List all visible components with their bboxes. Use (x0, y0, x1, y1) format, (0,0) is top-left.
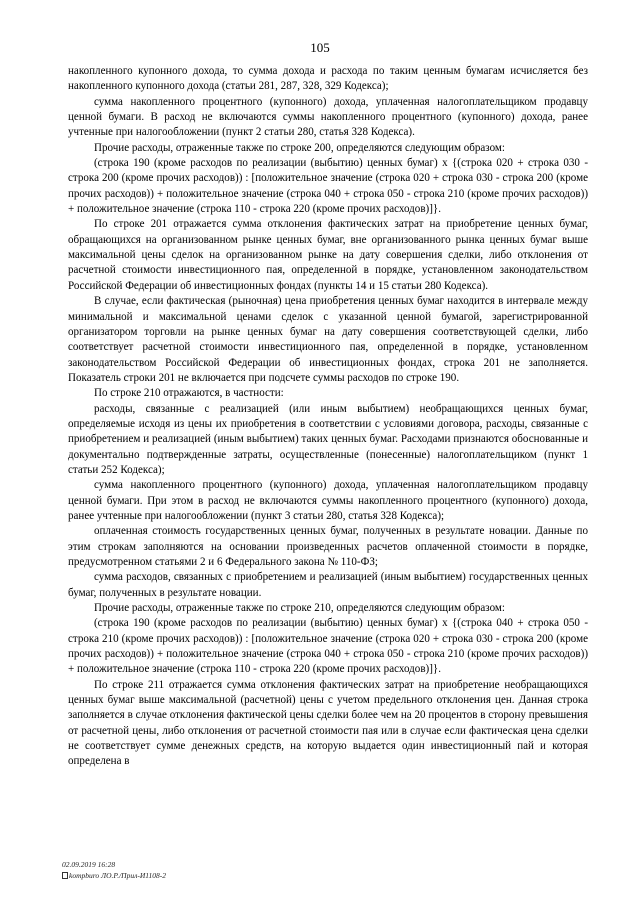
footer-doc-ref: kompburo ЛО.Р./Прил-И1108-2 (69, 871, 166, 880)
paragraph: (строка 190 (кроме расходов по реализации (выбытию) ценных бумаг) х {(строка 040 + строка 050 - строка 210 (кроме прочих расходов)) : [положительное значение (строка 020 + строка 030 - строка 200 (кроме прочих расходов)) + положительное значение (строка 040 + строка 050 - строка 210 (кроме прочих расходов)) + положительное значение (строка 110 - строка 220 (кроме прочих расходов)]}. (68, 617, 588, 676)
paragraph: Прочие расходы, отраженные также по строке 200, определяются следующим образом: (94, 141, 505, 154)
paragraph: оплаченная стоимость государственных ценных бумаг, полученных в результате новации. Данные по этим строкам заполняются на основании произведенных расчетов оплаченной стоимости в порядке, предусмотренном статьями 2 и 6 Федерального закона № 110-ФЗ; (68, 525, 588, 568)
paragraph: По строке 201 отражается сумма отклонения фактических затрат на приобретение ценных бумаг, обращающихся на организованном рынке ценных бумаг, вне организованного рынка ценных бумаг выше максимальной цены сделок на организованном рынке на дату совершения сделки, либо отклонения от расчетной стоимости инвестиционного пая, определенной в порядке, установленном законодательством Российской Федерации об инвестиционных фондах (пункты 14 и 15 статьи 280 Кодекса). (68, 218, 588, 292)
page-number: 105 (310, 40, 330, 55)
paragraph: расходы, связанные с реализацией (или иным выбытием) необращающихся ценных бумаг, определяемые исходя из цены их приобретения в соответствии с условиями договора, расходы, связанные с приобретением и реализацией (иным выбытием) таких ценных бумаг. Расходами признаются обоснованные и документально подтвержденные затраты, осуществленные (понесенные) налогоплательщиком (пункт 1 статьи 252 Кодекса); (68, 402, 588, 476)
paragraph: сумма накопленного процентного (купонного) дохода, уплаченная налогоплательщиком продавцу ценной бумаги. В расход не включаются суммы накопленного процентного (купонного) дохода, ранее учтенные при налогообложении (пункт 2 статьи 280, статья 328 Кодекса). (68, 95, 588, 139)
paragraph: В случае, если фактическая (рыночная) цена приобретения ценных бумаг находится в интервале между минимальной и максимальной ценами сделок с указанной ценной бумагой, зарегистрированной организатором торговли на рынке ценных бумаг на дату совершения соответствующей сделки, либо соответствует расчетной стоимости инвестиционного пая, определенной в порядке, установленном законодательством Российской Федерации об инвестиционных фондах, строка 201 не заполняется. Показатель строки 201 не включается при подсчете суммы расходов по строке 190. (68, 295, 588, 384)
footer-timestamp: 02.09.2019 16:28 (62, 860, 116, 869)
paragraph: (строка 190 (кроме расходов по реализации (выбытию) ценных бумаг) х {(строка 020 + строка 030 - строка 200 (кроме прочих расходов)) : [положительное значение (строка 020 + строка 030 - строка 200 (кроме прочих расходов)) + положительное значение (строка 040 + строка 050 - строка 210 (кроме прочих расходов)) + положительное значение (строка 110 - строка 220 (кроме прочих расходов)]}. (68, 157, 588, 216)
footer-doc-ref-line (62, 870, 166, 881)
paragraph: сумма накопленного процентного (купонного) дохода, уплаченная налогоплательщиком продавцу ценной бумаги. При этом в расход не включаются суммы накопленного процентного (купонного) дохода, ранее учтенные при налогообложении (пункт 3 статьи 280, статья 328 Кодекса); (68, 479, 588, 522)
document-icon (62, 872, 68, 879)
paragraph: накопленного купонного дохода, то сумма дохода и расхода по таким ценным бумагам исчисляется без накопленного купонного дохода (статьи 281, 287, 328, 329 Кодекса); (68, 65, 588, 93)
page-footer (62, 859, 166, 881)
page-body (68, 64, 588, 770)
paragraph: Прочие расходы, отраженные также по строке 210, определяются следующим образом: (94, 602, 505, 615)
paragraph: По строке 211 отражается сумма отклонения фактических затрат на приобретение необращающихся ценных бумаг выше максимальной (расчетной) цены с учетом предельного отклонения цен. Данная строка заполняется в случае отклонения фактической цены сделки более чем на 20 процентов в сторону превышения от расчетной цены, либо отклонения от расчетной стоимости пая или в случае если фактическая цена сделки не соответствует сумме денежных средств, на которую выдается один инвестиционный пай и которая определена в (68, 678, 588, 768)
paragraph: сумма расходов, связанных с приобретением и реализацией (иным выбытием) государственных ценных бумаг, полученных в результате новации. (68, 571, 588, 599)
paragraph: По строке 210 отражаются, в частности: (94, 387, 284, 400)
